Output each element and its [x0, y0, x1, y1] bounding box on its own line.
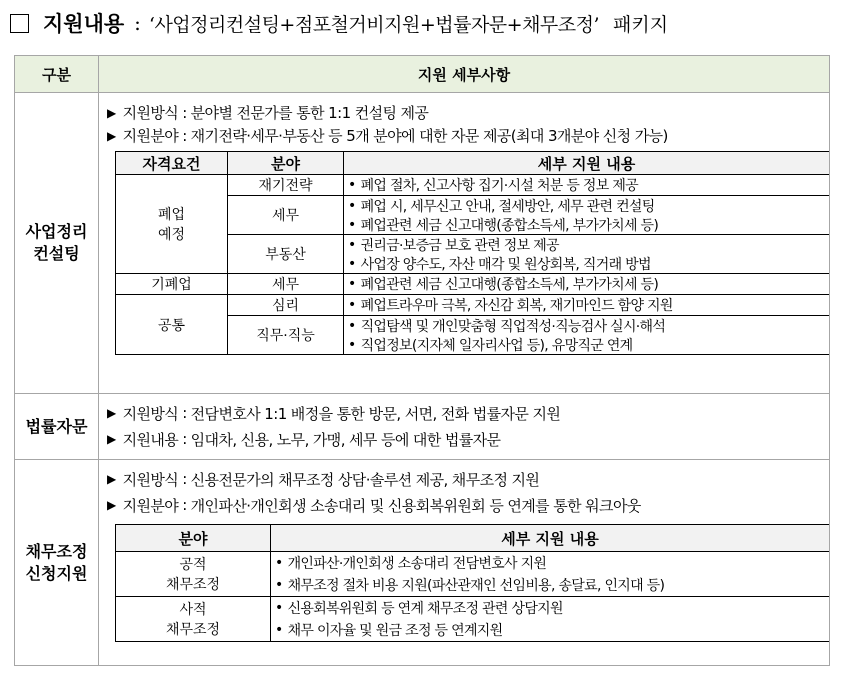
bullet-key: 지원분야 — [122, 496, 179, 515]
group-line: 폐업 — [157, 207, 186, 223]
debt-name-1: 채무조정 — [25, 541, 88, 561]
inner-row — [116, 597, 830, 642]
consulting-name-2: 컨설팅 — [33, 244, 80, 263]
bullet-icon: • — [348, 197, 356, 214]
legal-row — [15, 394, 830, 460]
triangle-icon: ▶ — [107, 128, 116, 143]
inner-header-field: 분야 — [116, 525, 271, 552]
field-public — [116, 552, 271, 597]
group-closed: 기폐업 — [116, 274, 228, 295]
bullet-value: 개인파산·개인회생 소송대리 및 신용회복위원회 등 연계를 통한 워크아웃 — [190, 496, 641, 515]
field-line: 사적 — [179, 602, 207, 618]
header-detail: 지원 세부사항 — [99, 56, 830, 93]
consulting-category — [15, 93, 99, 394]
bullet-key: 지원방식 — [122, 404, 179, 423]
debt-row — [15, 460, 830, 666]
detail-text: 폐업 절차, 신고사항 집기·시설 처분 등 정보 제공 — [360, 178, 638, 194]
consulting-row — [15, 93, 830, 394]
detail-text: 폐업트라우마 극복, 자신감 회복, 재기마인드 함양 지원 — [360, 298, 673, 314]
bullet-value: 재기전략·세무·부동산 등 5개 분야에 대한 자문 제공(최대 3개분야 신청 가능) — [190, 127, 668, 145]
bullet-key: 지원분야 — [122, 127, 179, 145]
triangle-icon: ▶ — [107, 105, 116, 120]
inner-header-row — [116, 152, 830, 175]
title-suffix: 패키지 — [613, 13, 669, 36]
checkbox-icon — [10, 14, 29, 33]
inner-header-detail: 세부 지원 내용 — [344, 152, 830, 175]
bullet-key: 지원방식 — [122, 104, 179, 122]
bullet-icon: • — [348, 276, 356, 292]
bullet-value: 전담변호사 1:1 배정을 통한 방문, 서면, 전화 법률자문 지원 — [190, 404, 561, 423]
field-tax-closed: 세무 — [228, 274, 344, 295]
detail-line — [275, 552, 825, 574]
bullet-colon: : — [182, 430, 187, 448]
field-line: 공적 — [179, 557, 207, 573]
debt-category — [15, 460, 99, 666]
triangle-icon: ▶ — [107, 432, 116, 446]
bullet-colon: : — [182, 126, 187, 145]
bullet-key: 지원내용 — [122, 430, 179, 449]
debt-bullet-method — [105, 466, 823, 492]
bullet-icon: • — [348, 255, 356, 272]
inner-row — [116, 295, 830, 316]
bullet-icon: • — [348, 336, 356, 353]
bullet-colon: : — [182, 404, 187, 422]
legal-bullet-content — [105, 426, 823, 452]
inner-row — [116, 552, 830, 597]
detail-line — [348, 335, 825, 354]
detail-text: 권리금·보증금 보호 관련 정보 제공 — [360, 237, 559, 254]
field-realestate: 부동산 — [228, 235, 344, 274]
inner-header-requirement: 자격요건 — [116, 152, 228, 175]
inner-row — [116, 274, 830, 295]
consulting-inner-table — [115, 151, 830, 355]
detail-line — [348, 176, 825, 195]
field-job: 직무·직능 — [228, 316, 344, 355]
bullet-colon: : — [182, 103, 187, 122]
bullet-colon: : — [182, 470, 187, 488]
detail-line — [348, 254, 825, 273]
bullet-icon: • — [275, 600, 283, 616]
field-tax: 세무 — [228, 196, 344, 235]
detail-text: 개인파산·개인회생 소송대리 전담변호사 지원 — [287, 556, 547, 572]
legal-detail — [99, 394, 830, 460]
inner-header-row — [116, 525, 830, 552]
field-line: 채무조정 — [165, 622, 221, 638]
consulting-detail — [99, 93, 830, 394]
legal-category: 법률자문 — [15, 394, 99, 460]
support-table — [14, 55, 830, 666]
group-common: 공통 — [116, 295, 228, 355]
detail-line — [348, 215, 825, 234]
detail-text: 직업탐색 및 개인맞춤형 직업적성·직능검사 실시·해석 — [360, 318, 666, 335]
bullet-value: 임대차, 신용, 노무, 가맹, 세무 등에 대한 법률자문 — [190, 430, 501, 449]
detail-line — [348, 296, 825, 315]
detail-text: 폐업관련 세금 신고대행(종합소득세, 부가가치세 등) — [360, 217, 659, 234]
title-head: 지원내용 — [43, 12, 125, 36]
bullet-key: 지원방식 — [122, 470, 179, 489]
detail-realestate — [344, 235, 830, 274]
detail-line — [348, 196, 825, 215]
detail-text: 폐업관련 세금 신고대행(종합소득세, 부가가치세 등) — [360, 277, 659, 293]
detail-job — [344, 316, 830, 355]
detail-line — [275, 574, 825, 596]
triangle-icon: ▶ — [107, 472, 116, 486]
detail-line — [348, 316, 825, 335]
detail-text: 사업장 양수도, 자산 매각 및 원상회복, 직거래 방법 — [360, 256, 651, 273]
bullet-icon: • — [275, 555, 283, 571]
detail-restart — [344, 175, 830, 196]
detail-line — [348, 275, 825, 294]
consulting-name-1: 사업정리 — [25, 222, 88, 241]
bullet-icon: • — [348, 236, 356, 253]
debt-name-2: 신청지원 — [25, 563, 88, 583]
detail-text: 채무조정 절차 비용 지원(파산관재인 선임비용, 송달료, 인지대 등) — [287, 578, 665, 594]
detail-text: 직업정보(지자체 일자리사업 등), 유망직군 연계 — [360, 337, 633, 354]
triangle-icon: ▶ — [107, 498, 116, 512]
bullet-icon: • — [348, 317, 356, 334]
detail-public — [271, 552, 830, 597]
title-colon: : — [134, 11, 141, 35]
bullet-value: 분야별 전문가를 통한 1:1 컨설팅 제공 — [190, 104, 429, 122]
page-title — [10, 6, 668, 40]
bullet-icon: • — [275, 622, 283, 638]
detail-text: 폐업 시, 세무신고 안내, 절세방안, 세무 관련 컨설팅 — [360, 198, 655, 215]
inner-header-detail: 세부 지원 내용 — [271, 525, 830, 552]
detail-line — [275, 619, 825, 641]
inner-row — [116, 175, 830, 196]
legal-bullet-method — [105, 400, 823, 426]
header-category: 구분 — [15, 56, 99, 93]
bullet-colon: : — [182, 496, 187, 514]
group-closing-planned — [116, 175, 228, 274]
bullet-icon: • — [275, 577, 283, 593]
field-line: 채무조정 — [165, 577, 221, 593]
bullet-icon: • — [348, 216, 356, 233]
group-line: 예정 — [157, 227, 186, 243]
debt-detail — [99, 460, 830, 666]
debt-inner-table — [115, 524, 830, 642]
detail-line — [348, 235, 825, 254]
field-restart: 재기전략 — [228, 175, 344, 196]
title-package: ‘사업정리컨설팅+점포철거비지원+법률자문+채무조정’ — [148, 13, 600, 36]
detail-private — [271, 597, 830, 642]
field-private — [116, 597, 271, 642]
header-row — [15, 56, 830, 93]
detail-line — [275, 597, 825, 619]
triangle-icon: ▶ — [107, 406, 116, 420]
consulting-bullet-method — [105, 101, 823, 124]
bullet-icon: • — [348, 297, 356, 313]
consulting-bullet-field — [105, 124, 823, 147]
detail-tax-closed — [344, 274, 830, 295]
field-psych: 심리 — [228, 295, 344, 316]
detail-text: 신용회복위원회 등 연계 채무조정 관련 상담지원 — [287, 601, 563, 617]
debt-bullet-field — [105, 492, 823, 518]
detail-psych — [344, 295, 830, 316]
detail-tax — [344, 196, 830, 235]
detail-text: 채무 이자율 및 원금 조정 등 연계지원 — [287, 623, 503, 639]
bullet-value: 신용전문가의 채무조정 상담·솔루션 제공, 채무조정 지원 — [190, 470, 540, 489]
bullet-icon: • — [348, 177, 356, 193]
inner-header-field: 분야 — [228, 152, 344, 175]
